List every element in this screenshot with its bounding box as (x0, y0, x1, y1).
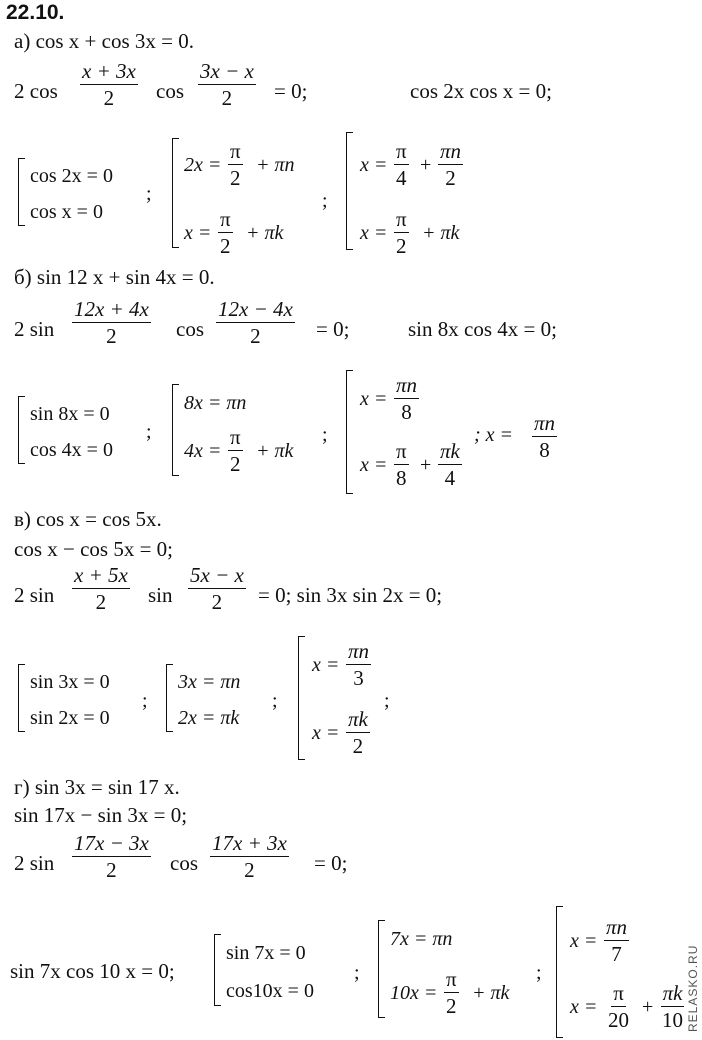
b-answer: $\frac{\pi n}{8}$ (534, 411, 556, 462)
v-expr-prefix: 2 sin (14, 583, 55, 607)
b-product: sin 8x cos 4x = 0; (408, 317, 557, 341)
b-expr-cos: cos (176, 317, 204, 341)
g-bracket-2 (378, 920, 385, 1018)
a-sep-1: ; (146, 183, 152, 205)
g-equation: г) sin 3x = sin 17 x. (14, 775, 180, 799)
v-difference: cos x − cos 5x = 0; (14, 537, 174, 561)
a-s1-line2: cos x = 0 (30, 201, 103, 223)
g-difference: sin 17x − sin 3x = 0; (14, 803, 188, 827)
watermark: RELASKO.RU (686, 944, 700, 1032)
b-bracket-3 (346, 370, 353, 494)
a-bracket-1 (18, 158, 25, 226)
a-sep-2: ; (322, 190, 328, 212)
a-fraction-2: $\frac{3x - x}{2}$ (200, 59, 254, 110)
g-fraction-2: $\frac{17x + 3x}{2}$ (212, 831, 287, 882)
v-bracket-1 (18, 664, 25, 732)
a-equation: а) cos x + cos 3x = 0. (14, 29, 194, 53)
v-fraction-2: $\frac{5x - x}{2}$ (190, 563, 244, 614)
g-expr-eq: = 0; (314, 851, 348, 875)
g-fraction-1: $\frac{17x - 3x}{2}$ (74, 831, 149, 882)
a-expr-prefix: 2 cos (14, 79, 58, 103)
b-fraction-2: $\frac{12x - 4x}{2}$ (218, 297, 293, 348)
v-product: = 0; sin 3x sin 2x = 0; (258, 583, 443, 607)
a-s1-line1: cos 2x = 0 (30, 165, 113, 187)
b-bracket-1 (18, 396, 25, 464)
problem-number: 22.10. (6, 1, 65, 24)
v-fraction-1: $\frac{x + 5x}{2}$ (74, 563, 128, 614)
a-expr-cos: cos (156, 79, 184, 103)
b-bracket-2 (172, 384, 179, 476)
g-expr-prefix: 2 sin (14, 851, 55, 875)
a-product: cos 2x cos x = 0; (410, 79, 552, 103)
a-fraction-1: $\frac{x + 3x}{2}$ (82, 59, 136, 110)
g-bracket-1 (214, 934, 221, 1006)
v-bracket-3 (298, 636, 305, 760)
v-expr-sin: sin (148, 583, 173, 607)
a-bracket-2 (172, 138, 179, 248)
g-product: sin 7x cos 10 x = 0; (10, 959, 175, 983)
b-expr-eq: = 0; (316, 317, 350, 341)
solution-page: 22.10. а) cos x + cos 3x = 0. 2 cos $\frac{x + 3x}{2}$ cos $\frac{3x - x}{2}$ = 0; cos 2x cos x = 0; cos 2x = 0 cos x = 0 ; 2x = $\frac{\pi}{2}$ + πn x = $\frac{\pi}{2}$ + πk ; x = $\frac{\pi}{4}$ + $\frac{\pi n}{2}$ x = $\frac{\pi}{2}$ + πk б) sin 12 x + sin 4x = 0. 2 sin $\frac{12x + 4x}{2}$ cos $\frac{12x - 4x}{2}$ = 0; sin 8x cos 4x = 0; sin 8x = 0 cos 4x = 0 ; 8x = πn 4x = $\frac{\pi}{2}$ + πk ; x = $\frac{\pi n}{8}$ x = $\frac{\pi}{8}$ + $\frac{\pi k}{4}$ ; x = $\frac{\pi n}{8}$ в) cos x = cos 5x. cos x − cos 5x = 0; 2 sin $\frac{x + 5x}{2}$ sin $\frac{5x - x}{2}$ = 0; sin 3x sin 2x = 0; sin 3x = 0 sin 2x = 0 ; 3x = πn 2x = πk ; x = $\frac{\pi n}{3}$ x = $\frac{\pi k}{2}$ ; г) sin 3x = sin 17 x. sin 17x − sin 3x = 0; 2 sin $\frac{17x - 3x}{2}$ cos $\frac{17x + 3x}{2}$ = 0; sin 7x cos 10 x = 0; sin 7x = 0 cos10x = 0 ; 7x = πn 10x = $\frac{\pi}{2}$ + πk ; x = $\frac{\pi n}{7}$ x = $\frac{\pi}{20}$ + $\frac{\pi k}{10}$ RELASKO.RU (0, 0, 702, 1040)
v-bracket-2 (166, 664, 173, 732)
g-expr-cos: cos (170, 851, 198, 875)
v-equation: в) cos x = cos 5x. (14, 507, 162, 531)
a-bracket-3 (346, 132, 353, 250)
b-fraction-1: $\frac{12x + 4x}{2}$ (74, 297, 149, 348)
b-answer-label: ; x = (474, 424, 514, 446)
b-equation: б) sin 12 x + sin 4x = 0. (14, 265, 215, 289)
b-expr-prefix: 2 sin (14, 317, 55, 341)
g-bracket-3 (556, 906, 563, 1038)
a-expr-eq: = 0; (274, 79, 308, 103)
